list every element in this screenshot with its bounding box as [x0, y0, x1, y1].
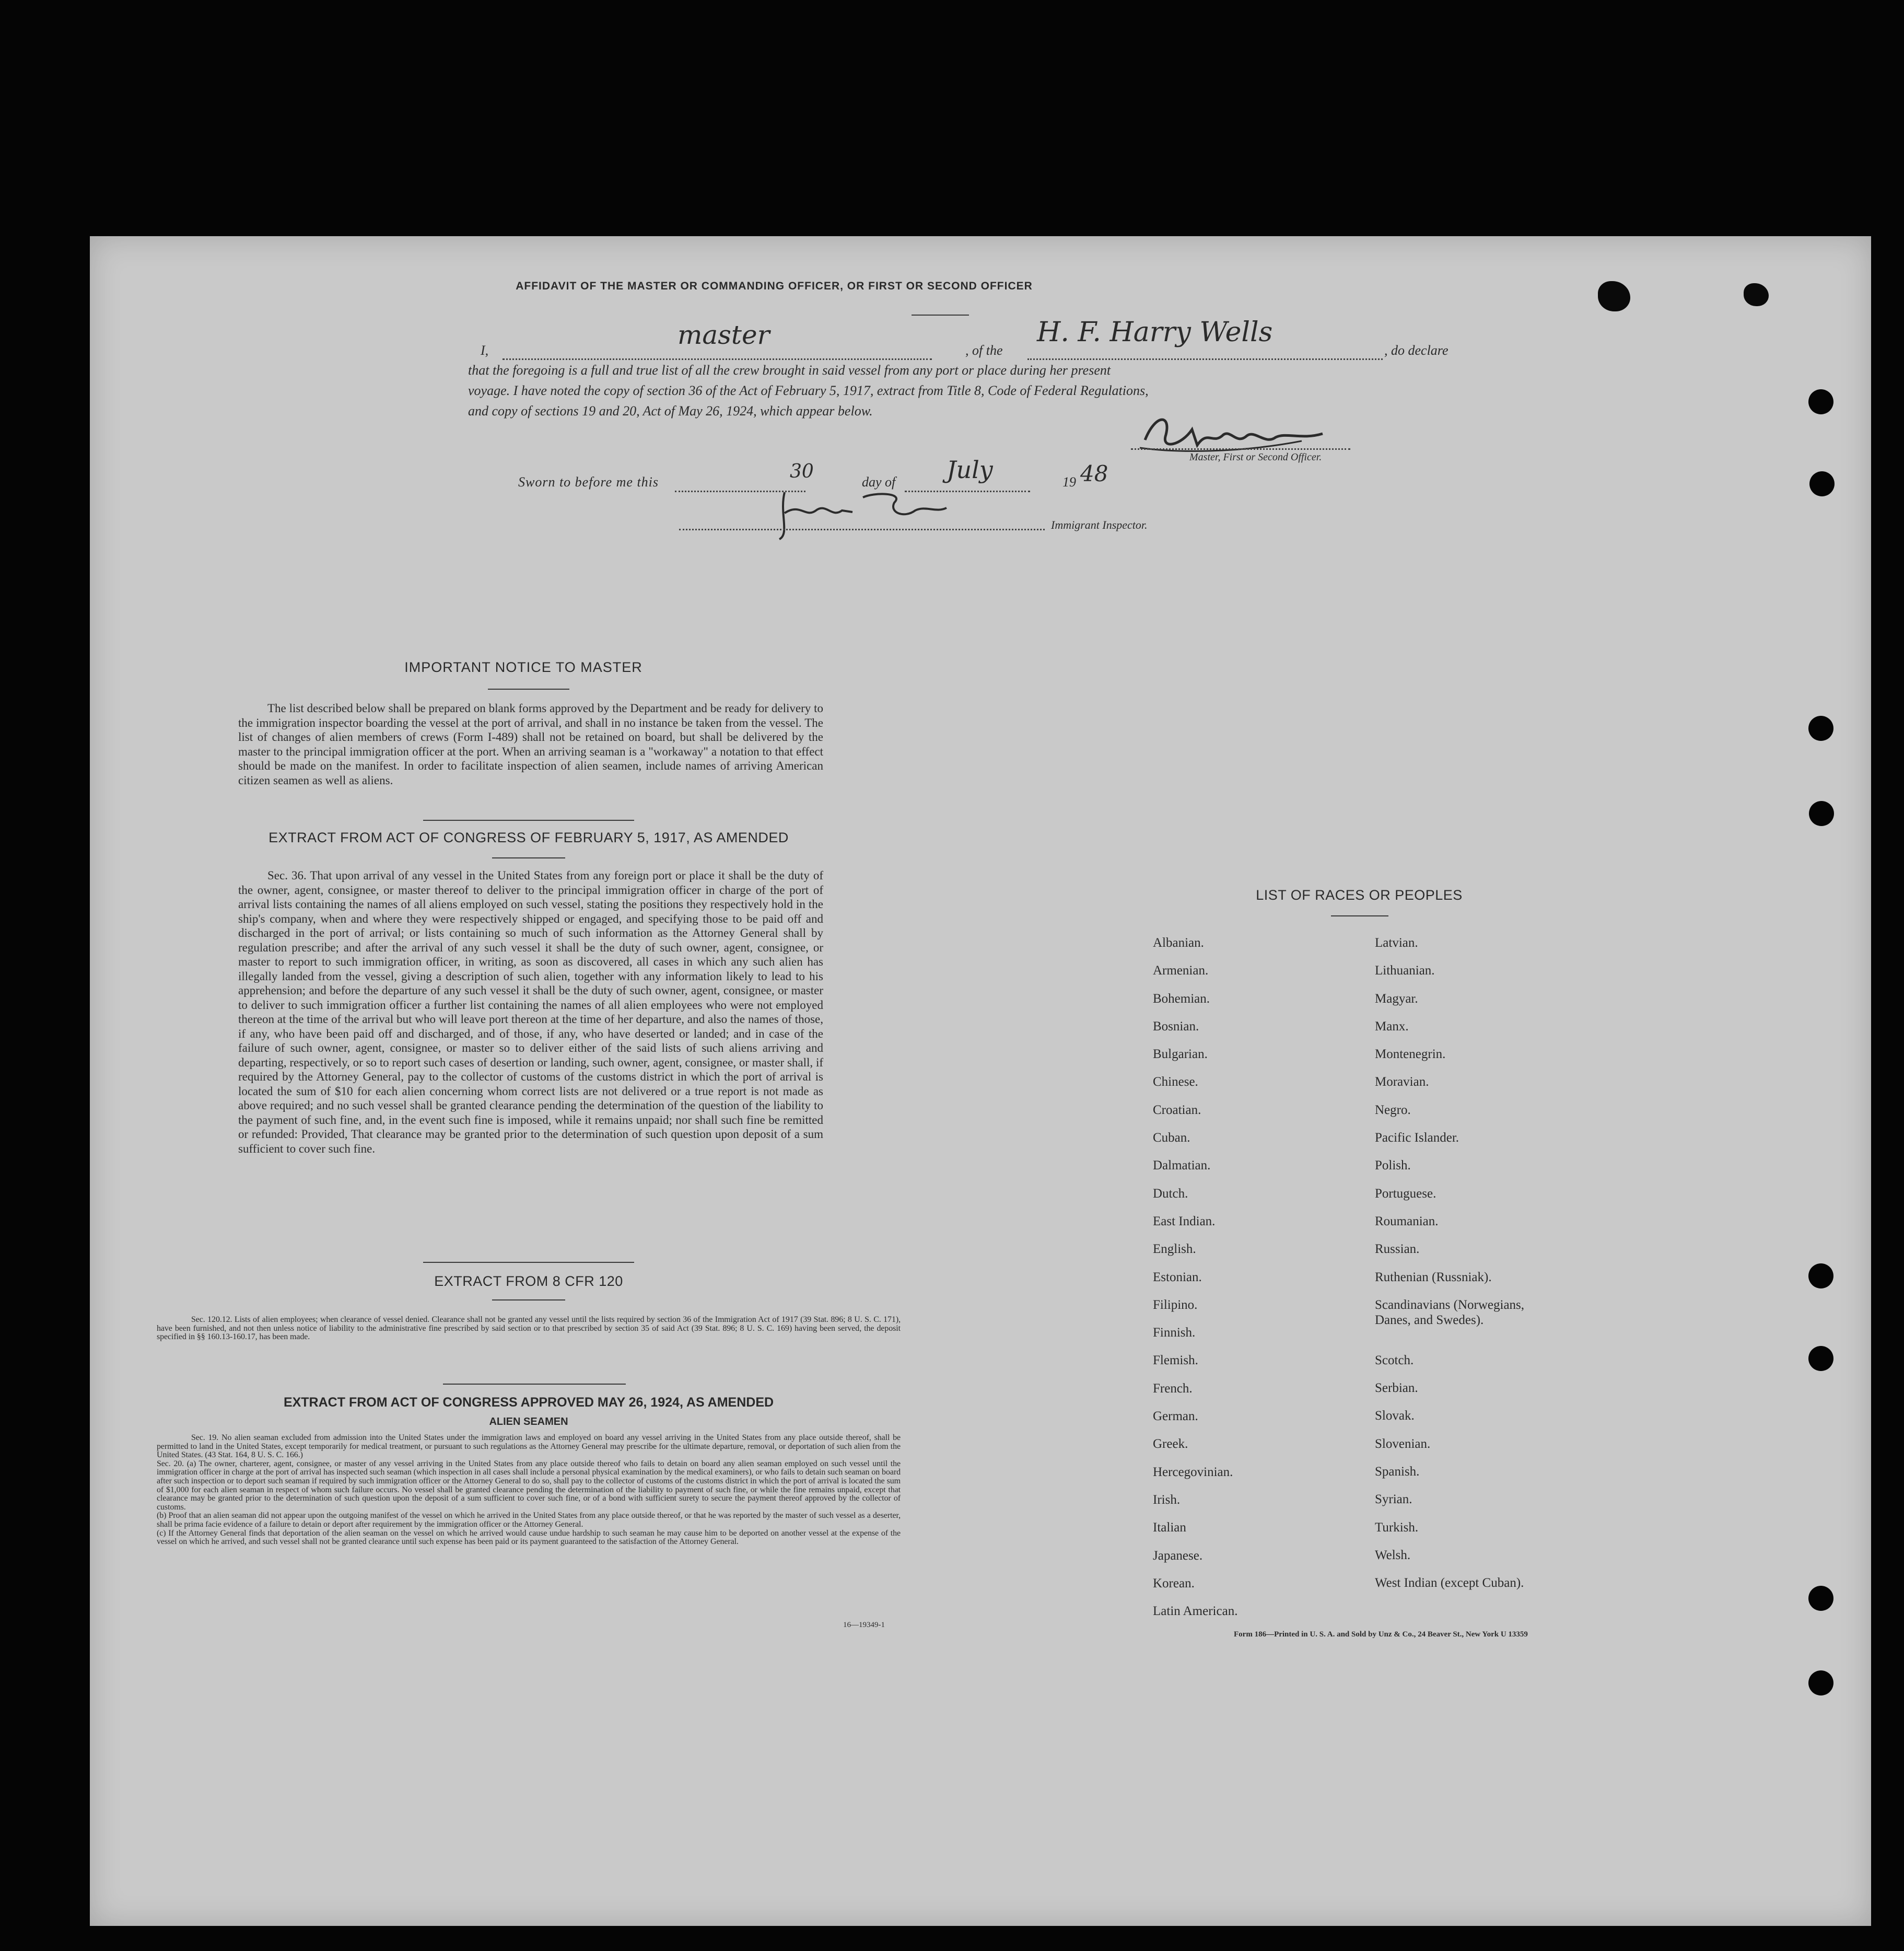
declaration-line: that the foregoing is a full and true list of all the crew brought in said vessel from any port or place during her present [468, 363, 1111, 378]
race-item: Latvian. [1375, 936, 1418, 950]
race-item: Spanish. [1375, 1465, 1420, 1479]
race-item: Japanese. [1153, 1548, 1203, 1563]
affidavit-heading: AFFIDAVIT OF THE MASTER OR COMMANDING OFFICER, OR FIRST OR SECOND OFFICER [516, 280, 1033, 292]
extract1917-body: Sec. 36. That upon arrival of any vessel in the United States from any foreign port or place it shall be the duty of the owner, agent, consignee, or master thereof to deliver to the principal immigration officer in charge of the port of arrival lists containing the names of all aliens employed on such vessel, stating the positions they respectively hold in the ship's company, when and where they were respectively shipped or engaged, and specifying those to be paid off and discharged in the port of arrival; or lists containing so much of such information as the Attorney General shall by regulation prescribe; and after the arrival of any such vessel it shall be the duty of such owner, agent, consignee, or master to report to such immigration officer, in writing, as soon as discovered, all cases in which any such alien has illegally landed from the vessel, giving a description of such alien, together with any information likely to lead to his apprehension; and before the departure of any such vessel it shall be the duty of such owner, agent, consignee, or master to deliver to such immigration officer a further list containing the names of all alien employees who were not employed thereon at the time of the arrival but who will leave port thereon at the time of her departure, and also the names of those, if any, who have been paid off and discharged, and of those, if any, who have deserted or landed; and in case of the failure of such owner, agent, consignee, or master so to deliver either of the said lists of such aliens arriving and departing, respectively, or so to report such cases of desertion or landing, such owner, agent, consignee, or master shall, if required by the Attorney General, pay to the collector of customs of the customs district in which the port of arrival is located the sum of $10 for each alien concerning whom correct lists are not delivered or a true report is not made as above required; and no such vessel shall be granted clearance pending the determination of the question of the liability to the payment of such fine, and, in the event such fine is imposed, while it remains unpaid; nor shall such fine be remitted or refunded: Provided, That clearance may be granted prior to the determination of such question upon deposit of a sum sufficient to cover such fine. [238, 869, 823, 1155]
race-item: Cuban. [1153, 1131, 1190, 1145]
race-item: Manx. [1375, 1019, 1409, 1033]
race-item: Montenegrin. [1375, 1047, 1446, 1062]
binder-hole [1808, 716, 1833, 741]
race-item: English. [1153, 1242, 1196, 1257]
ink-blot [1598, 281, 1630, 311]
race-item: Magyar. [1375, 991, 1418, 1006]
notice-body: The list described below shall be prepared on blank forms approved by the Department and be ready for delivery to the immigration inspector boarding the vessel at the port of arrival, and shall in no instance be taken from the vessel. The list of changes of alien members of crews (Form I-489) shall not be retained on board, but shall be delivered by the master to the principal immigration officer at the port. When an arriving seaman is a "workaway" a notation to that effect should be made on the manifest. In order to facilitate inspection of alien seamen, include names of arriving American citizen seamen as well as aliens. [238, 702, 823, 787]
binder-hole [1809, 471, 1835, 496]
binder-hole [1808, 1670, 1833, 1695]
handwritten-year: 48 [1080, 461, 1108, 486]
race-item: Finnish. [1153, 1326, 1196, 1340]
race-item: Syrian. [1375, 1492, 1412, 1507]
handwritten-month: July [947, 456, 993, 484]
races-right-column [1375, 930, 1636, 1598]
race-item: Chinese. [1153, 1075, 1198, 1089]
races-heading: LIST OF RACES OR PEOPLES [1256, 887, 1463, 903]
race-item: East Indian. [1153, 1214, 1216, 1228]
heading-rule [912, 315, 969, 316]
race-item: Irish. [1153, 1492, 1181, 1507]
race-item: Korean. [1153, 1576, 1195, 1590]
inspector-signature-line [679, 529, 1045, 530]
extract1924-code: 16—19349-1 [843, 1621, 885, 1629]
inspector-caption: Immigrant Inspector. [1051, 518, 1148, 531]
race-item: Roumanian. [1375, 1214, 1439, 1228]
race-item: Albanian. [1153, 936, 1204, 950]
declaration-prefix: I, [481, 343, 489, 358]
races-left-column [1153, 930, 1341, 1626]
race-item: French. [1153, 1381, 1193, 1396]
race-item: Greek. [1153, 1437, 1188, 1451]
race-item: Bohemian. [1153, 991, 1210, 1006]
race-item: Bulgarian. [1153, 1047, 1208, 1062]
race-item: Pacific Islander. [1375, 1131, 1459, 1145]
race-item: Slovak. [1375, 1409, 1415, 1423]
declaration-suffix: , do declare [1384, 343, 1449, 358]
race-item: German. [1153, 1409, 1198, 1424]
race-item: Armenian. [1153, 963, 1209, 978]
vessel-line [1027, 358, 1383, 360]
handwritten-vessel: H. F. Harry Wells [1037, 317, 1273, 348]
sworn-prefix: Sworn to before me this [518, 474, 659, 490]
form-footer: Form 186—Printed in U. S. A. and Sold by Unz & Co., 24 Beaver St., New York U 13359 [1234, 1630, 1528, 1639]
race-item: Scotch. [1375, 1353, 1414, 1367]
name-line [503, 358, 932, 360]
race-item: Italian [1153, 1520, 1186, 1535]
race-item: Flemish. [1153, 1353, 1198, 1368]
binder-hole [1808, 1263, 1833, 1288]
race-item: Scandinavians (Norwegians, Danes, and Swedes). [1375, 1297, 1525, 1327]
race-item: Moravian. [1375, 1075, 1429, 1089]
declaration-line: voyage. I have noted the copy of section 36 of the Act of February 5, 1917, extract from Title 8, Code of Federal Regulations, [468, 383, 1149, 398]
section-rule [423, 1262, 634, 1263]
handwritten-day: 30 [790, 461, 814, 482]
race-item: Ruthenian (Russniak). [1375, 1270, 1492, 1284]
race-item: Portuguese. [1375, 1186, 1436, 1201]
notice-rule [488, 689, 569, 690]
extract1924-heading: EXTRACT FROM ACT OF CONGRESS APPROVED MAY 26, 1924, AS AMENDED [283, 1395, 774, 1410]
race-item: Lithuanian. [1375, 963, 1435, 978]
binder-hole [1808, 389, 1833, 414]
race-item: Negro. [1375, 1102, 1411, 1117]
race-item: West Indian (except Cuban). [1375, 1576, 1524, 1590]
race-item: Slovenian. [1375, 1436, 1431, 1451]
binder-hole [1808, 1346, 1833, 1371]
race-item: Dutch. [1153, 1186, 1188, 1201]
binder-hole [1809, 801, 1834, 826]
handwritten-name: master [678, 320, 770, 350]
declaration-mid: , of the [965, 343, 1003, 358]
ink-blot [1744, 283, 1769, 306]
declaration-line: and copy of sections 19 and 20, Act of May 26, 1924, which appear below. [468, 403, 873, 419]
extract1917-heading: EXTRACT FROM ACT OF CONGRESS OF FEBRUARY 5, 1917, AS AMENDED [268, 830, 789, 845]
section-rule [443, 1384, 626, 1385]
race-item: Turkish. [1375, 1520, 1419, 1535]
races-rule [1331, 915, 1388, 916]
cfr-heading: EXTRACT FROM 8 CFR 120 [434, 1273, 623, 1289]
race-item: Welsh. [1375, 1548, 1411, 1562]
race-item: Serbian. [1375, 1381, 1418, 1396]
master-caption: Master, First or Second Officer. [1189, 451, 1322, 463]
cfr-rule [492, 1299, 565, 1300]
race-item: Polish. [1375, 1158, 1411, 1173]
master-signature-line [1131, 448, 1350, 450]
race-item: Croatian. [1153, 1102, 1201, 1117]
document-sheet [90, 236, 1871, 1926]
extract1917-rule [492, 857, 565, 858]
extract1924-subheading: ALIEN SEAMEN [489, 1416, 568, 1427]
binder-hole [1808, 1586, 1833, 1611]
race-item: Bosnian. [1153, 1019, 1199, 1033]
cfr-body: Sec. 120.12. Lists of alien employees; when clearance of vessel denied. Clearance shall not be granted any vessel until the lists required by section 36 of the Immigration Act of 1917 (39 Stat. 896; 8 U. S. C. 171), have been furnished, and not then unless notice of liability to the administrative fine prescribed by said section or to that prescribed by section 35 of said Act (39 Stat. 896; 8 U. S. C. 169) having been served, the deposit specified in §§ 160.13-160.17, has been made. [157, 1315, 901, 1342]
race-item: Russian. [1375, 1242, 1420, 1257]
extract1924-body: Sec. 19. No alien seaman excluded from admission into the United States under the immigration laws and employed on board any vessel arriving in the United States from any place outside thereof, shall be permitted to land in the United States, except temporarily for medical treatment, or pursuant to such regulations as the Attorney General may prescribe for the ultimate departure, removal, or deportation of such alien from the United States. (43 Stat. 164, 8 U. S. C. 166.) Sec. 20. (a) The owner, charterer, agent, consignee, or master of any vessel arriving in the United States from any place outside thereof who fails to detain on board any alien seaman employed on such vessel until the immigration officer in charge at the port of arrival has inspected such seaman (which inspection in all cases shall include a personal physical examination by the medical examiners), or who fails to detain such seaman on board after such inspection or to deport such seaman if required by such immigration officer or the Attorney General to do so, shall pay to the collector of customs of the customs district in which the port of arrival is located the sum of $1,000 for each alien seaman in respect of whom such failure occurs. No vessel shall be granted clearance pending the determination of the liability to payment of such fine, or while the fine remains unpaid, except that clearance may be granted prior to the determination of such question upon the deposit of a sum sufficient to cover such fine, or of a bond with sufficient surety to secure the payment thereof approved by the collector of customs. (b) Proof that an alien seaman did not appear upon the outgoing manifest of the vessel on which he arrived in the United States from any place outside thereof, or that he was reported by the master of such vessel as a deserter, shall be prima facie evidence of a failure to detain or deport after requirement by the immigration officer or the Attorney General. (c) If the Attorney General finds that deportation of the alien seaman on the vessel on which he arrived would cause undue hardship to such seaman he may cause him to be deported on another vessel at the expense of the vessel on which he arrived, and such vessel shall not be granted clearance until such expense has been paid or its payment guaranteed to the satisfaction of the Attorney General. [157, 1433, 901, 1547]
inspector-signature [769, 482, 957, 544]
race-item: Hercegovinian. [1153, 1465, 1233, 1479]
race-item: Estonian. [1153, 1270, 1202, 1284]
notice-heading: IMPORTANT NOTICE TO MASTER [404, 659, 643, 675]
sworn-day-word: day of [862, 474, 896, 490]
race-item: Dalmatian. [1153, 1158, 1211, 1173]
race-item: Filipino. [1153, 1297, 1198, 1312]
race-item: Latin American. [1153, 1604, 1238, 1619]
sworn-year-prefix: 19 [1062, 474, 1076, 490]
section-rule [423, 820, 634, 821]
